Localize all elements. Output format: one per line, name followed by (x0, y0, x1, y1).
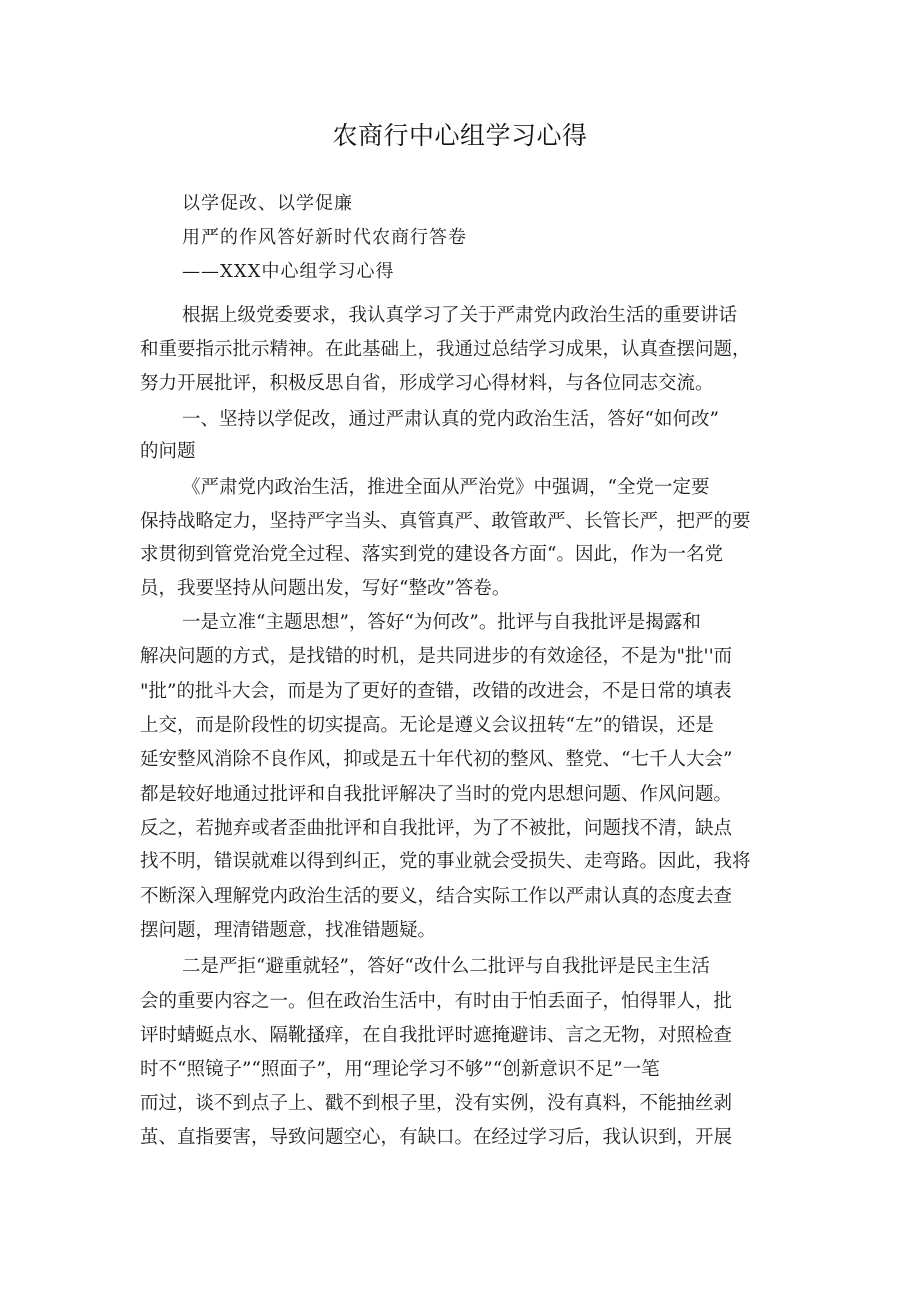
paragraph-line: 找不明，错误就难以得到纠正，党的事业就会受损失、走弯路。因此，我将 (140, 851, 751, 872)
subtitle-line: 以学促改、以学促廉 (182, 193, 353, 214)
subtitle-line: ——XXX中心组学习心得 (182, 261, 395, 282)
paragraph-line: 会的重要内容之一。但在政治生活中，有时由于怕丢面子，怕得罪人，批 (140, 991, 733, 1012)
paragraph-line: 不断深入理解党内政治生活的要义，结合实际工作以严肃认真的态度去查 (140, 886, 733, 907)
paragraph-line: 根据上级党委要求，我认真学习了关于严肃党内政治生活的重要讲话 (182, 305, 738, 326)
paragraph-line: 《严肃党内政治生活，推进全面从严治党》中强调，“全党一定要 (182, 477, 710, 498)
paragraph-line: 和重要指示批示精神。在此基础上，我通过总结学习成果，认真查摆问题， (140, 339, 751, 360)
document-title: 农商行中心组学习心得 (332, 121, 588, 150)
subtitle-line: 用严的作风答好新时代农商行答卷 (182, 227, 467, 248)
paragraph-line: 茧、直指要害，导致问题空心，有缺口。在经过学习后，我认识到，开展 (140, 1127, 733, 1148)
paragraph-line: 评时蜻蜓点水、隔靴搔痒，在自我批评时遮掩避讳、言之无物，对照检查 (140, 1025, 733, 1046)
paragraph-line: 一是立准“主题思想”，答好“为何改”。批评与自我批评是揭露和 (182, 612, 701, 633)
paragraph-line: 延安整风消除不良作风，抑或是五十年代初的整风、整党、“七千人大会” (140, 749, 733, 770)
paragraph-line: 而过，谈不到点子上、戳不到根子里，没有实例，没有真料，不能抽丝剥 (140, 1093, 733, 1114)
paragraph-line: 都是较好地通过批评和自我批评解决了当时的党内思想问题、作风问题。 (140, 784, 733, 805)
paragraph-line: 反之，若抛弃或者歪曲批评和自我批评，为了不被批，问题找不清，缺点 (140, 818, 733, 839)
paragraph-line: 二是严拒“避重就轻”，答好“改什么二批评与自我批评是民主生活 (182, 956, 710, 977)
paragraph-line: 求贯彻到管党治党全过程、落实到党的建设各方面“。因此，作为一名党 (140, 544, 723, 565)
paragraph-line: 解决问题的方式，是找错的时机，是共同进步的有效途径，不是为"批''而 (140, 646, 733, 667)
paragraph-line: 努力开展批评，积极反思自省，形成学习心得材料，与各位同志交流。 (140, 373, 714, 394)
paragraph-line: 上交，而是阶段性的切实提高。无论是遵义会议扭转“左”的错误，还是 (140, 715, 714, 736)
paragraph-line: 摆问题，理清错题意，找准错题疑。 (140, 920, 437, 941)
paragraph-line: 保持战略定力，坚持严字当头、真管真严、敢管敢严、长管长严，把严的要 (140, 511, 751, 532)
paragraph-line: 时不“照镜子”“照面子”，用“理论学习不够”“创新意识不足”一笔 (140, 1059, 660, 1080)
section-heading-line: 一、坚持以学促改，通过严肃认真的党内政治生活，答好“如何改” (182, 409, 719, 430)
paragraph-line: "批”的批斗大会，而是为了更好的查错，改错的改进会，不是日常的填表 (140, 681, 732, 702)
paragraph-line: 员，我要坚持从问题出发，写好“整改”答卷。 (140, 578, 511, 599)
section-heading-line: 的问题 (140, 441, 196, 462)
